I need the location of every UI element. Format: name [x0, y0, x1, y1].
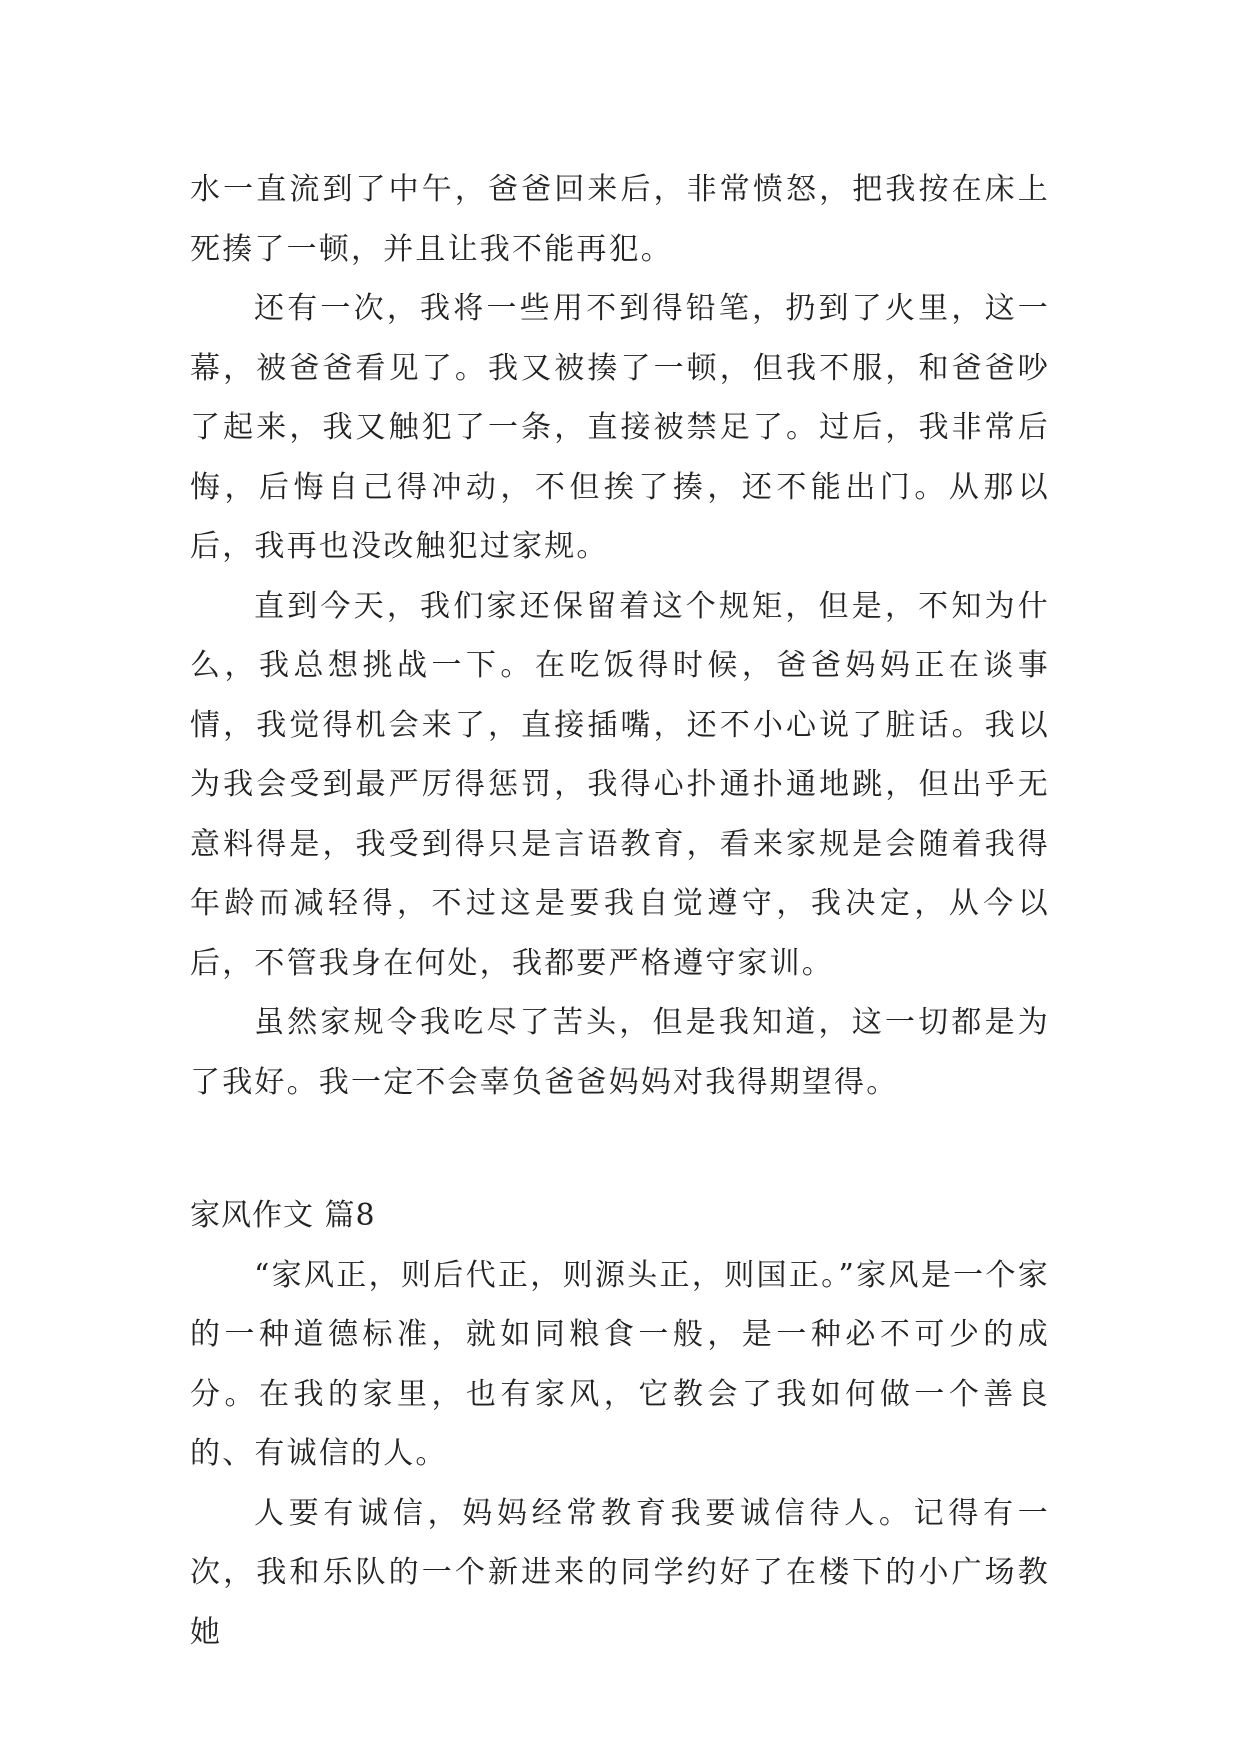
paragraph-pencil-story: 还有一次，我将一些用不到得铅笔，扔到了火里，这一幕，被爸爸看见了。我又被揍了一顿，但我不服，和爸爸吵了起来，我又触犯了一条，直接被禁足了。过后，我非常后悔，后悔自己得冲动，不但挨了揍，还不能出门。从那以后，我再也没改触犯过家规。 [190, 291, 1050, 564]
paragraph-conclusion: 虽然家规令我吃尽了苦头，但是我知道，这一切都是为了我好。我一定不会辜负爸爸妈妈对我得期望得。 [190, 1005, 1050, 1100]
document-body [190, 160, 1050, 1662]
paragraph-dinner-story: 直到今天，我们家还保留着这个规矩，但是，不知为什么，我总想挑战一下。在吃饭得时候，爸爸妈妈正在谈事情，我觉得机会来了，直接插嘴，还不小心说了脏话。我以为我会受到最严厉得惩罚，我得心扑通扑通地跳，但出乎无意料得是，我受到得只是言语教育，看来家规是会随着我得年龄而减轻得，不过这是要我自觉遵守，我决定，从今以后，不管我身在何处，我都要严格遵守家训。 [190, 588, 1050, 981]
paragraph-honesty-story: 人要有诚信，妈妈经常教育我要诚信待人。记得有一次，我和乐队的一个新进来的同学约好了在楼下的小广场教她 [190, 1495, 1050, 1650]
paragraph-family-style-intro: “家风正，则后代正，则源头正，则国正。”家风是一个家的一种道德标准，就如同粮食一般，是一种必不可少的成分。在我的家里，也有家风，它教会了我如何做一个善良的、有诚信的人。 [190, 1257, 1050, 1471]
section-heading: 家风作文 篇8 [190, 1198, 376, 1233]
paragraph-continuation: 水一直流到了中午，爸爸回来后，非常愤怒，把我按在床上死揍了一顿，并且让我不能再犯。 [190, 172, 1050, 267]
